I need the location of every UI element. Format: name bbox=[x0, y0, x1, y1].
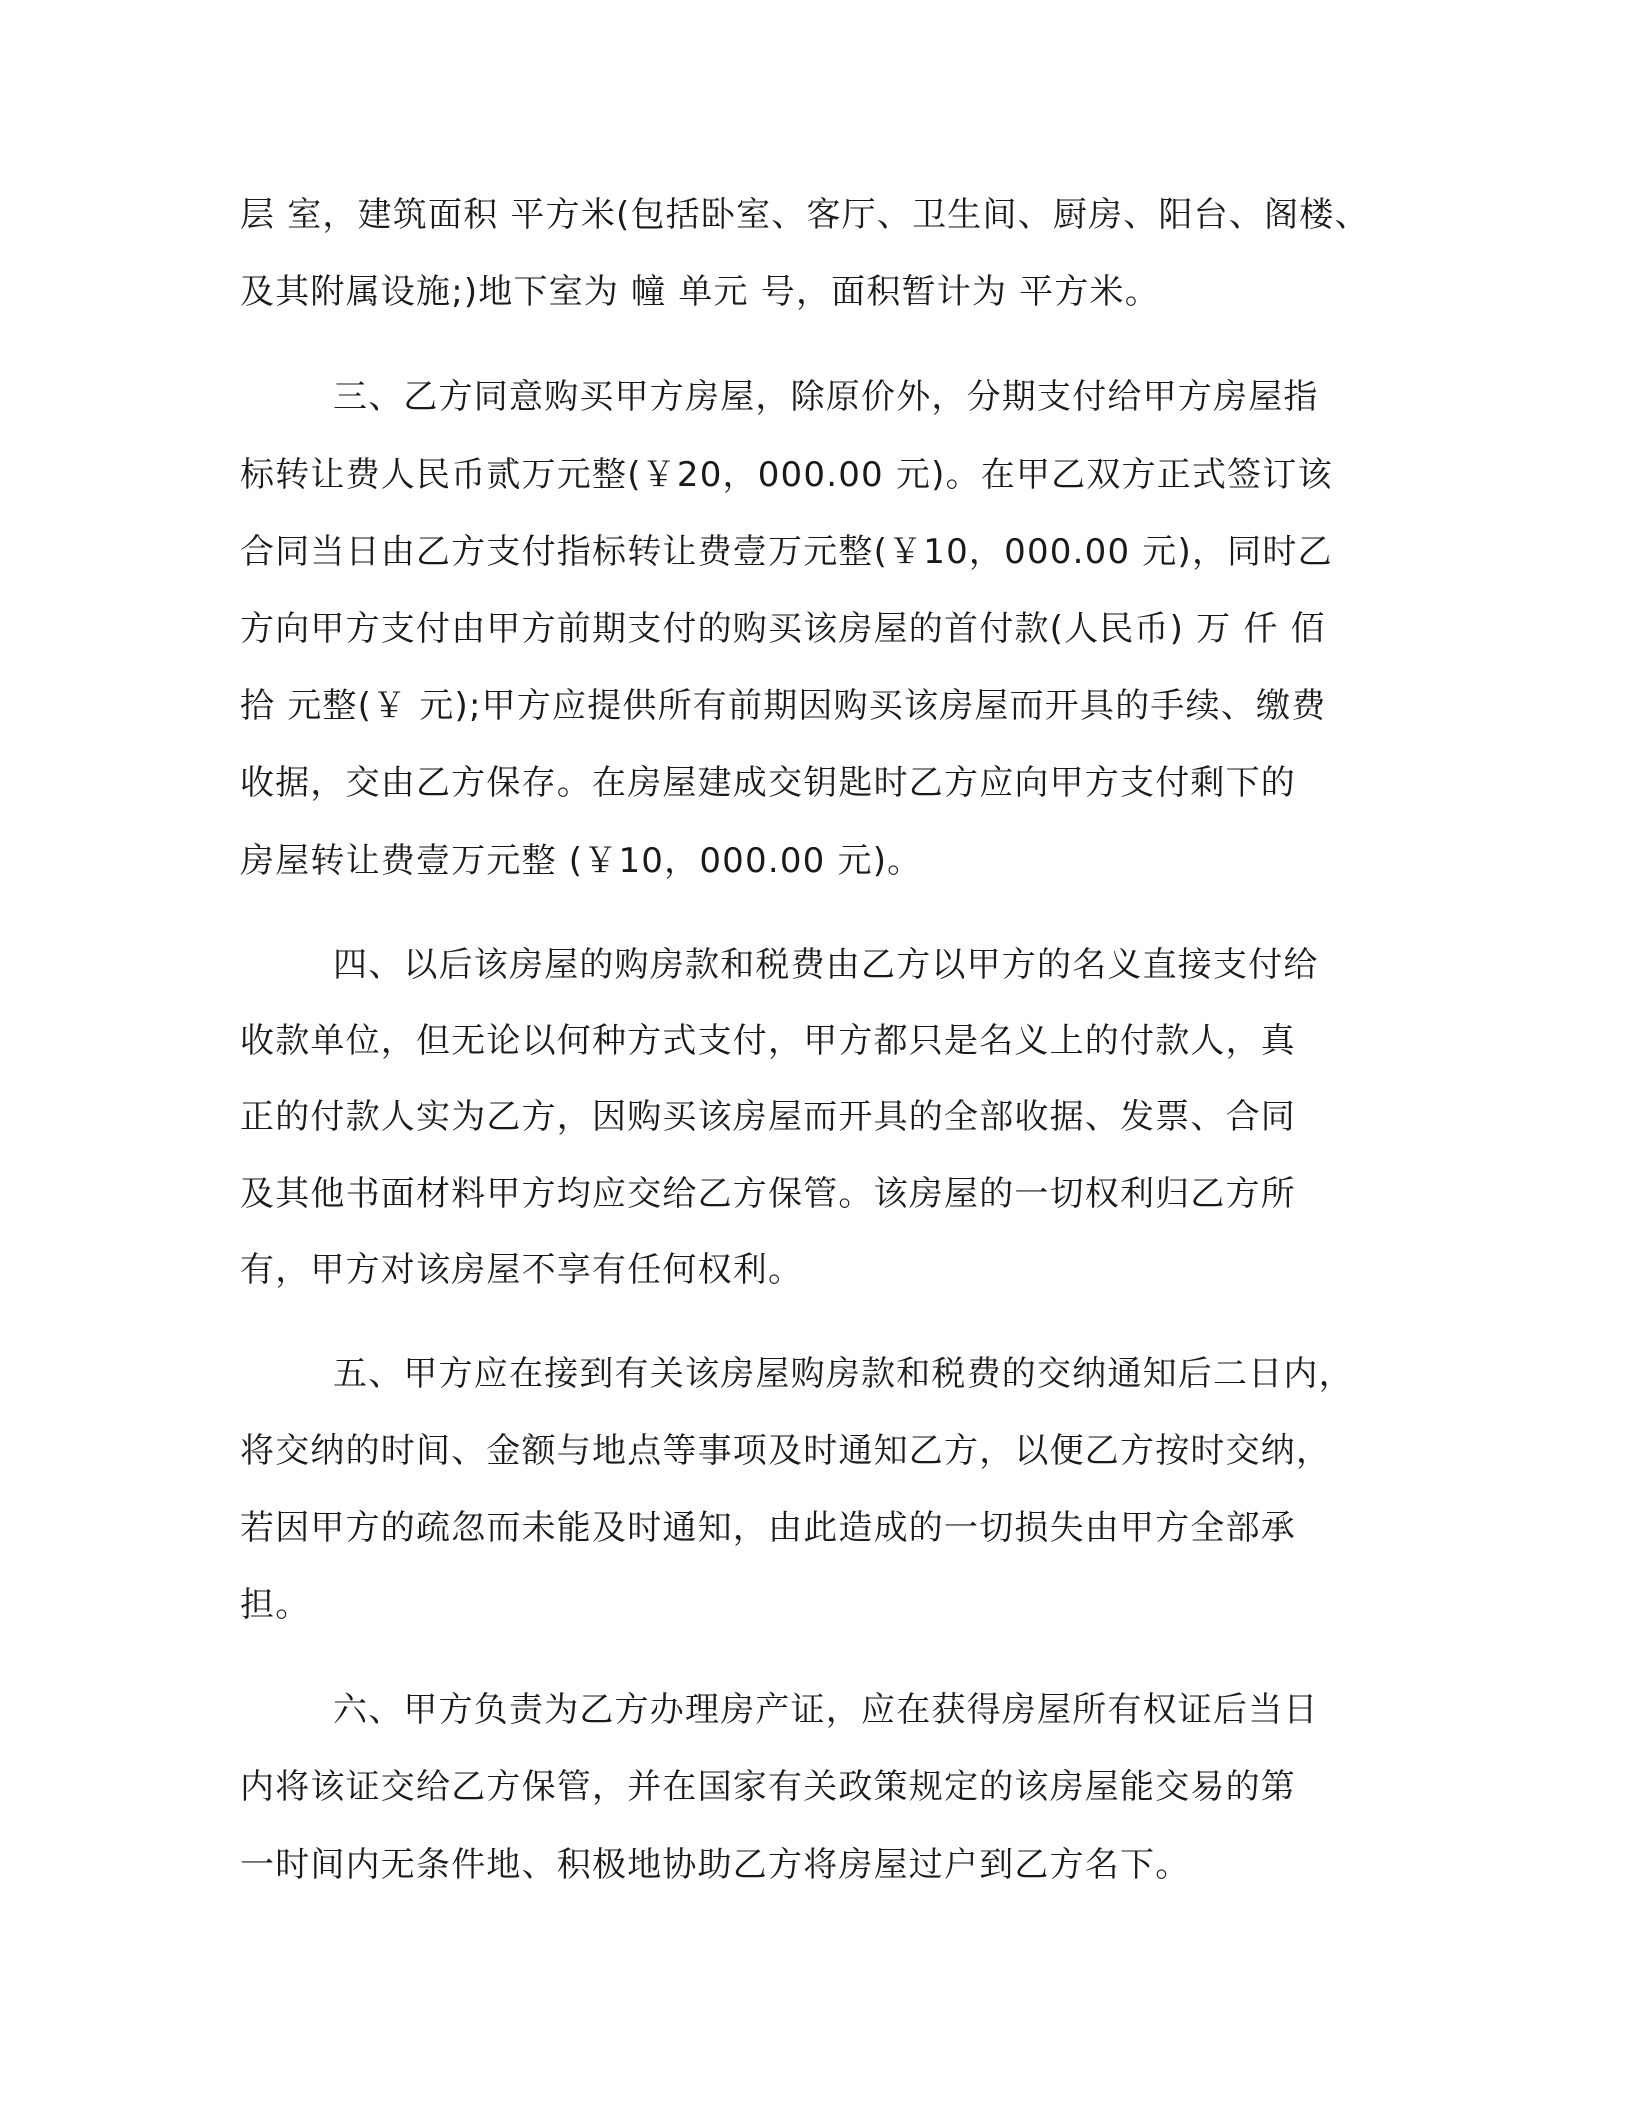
text-line: 正的付款人实为乙方，因购买该房屋而开具的全部收据、发票、合同 bbox=[240, 1097, 1296, 1137]
text-line: 及其他书面材料甲方均应交给乙方保管。该房屋的一切权利归乙方所 bbox=[240, 1174, 1296, 1214]
text-line: 方向甲方支付由甲方前期支付的购买该房屋的首付款(人民币) 万 仟 佰 bbox=[240, 609, 1326, 649]
clause-6-heading-line: 六、甲方负责为乙方办理房产证，应在获得房屋所有权证后当日 bbox=[333, 1690, 1319, 1730]
text-line: 合同当日由乙方支付指标转让费壹万元整(￥10，000.00 元)，同时乙 bbox=[240, 532, 1333, 572]
text-line: 担。 bbox=[240, 1585, 311, 1625]
clause-5-heading-line: 五、甲方应在接到有关该房屋购房款和税费的交纳通知后二日内， bbox=[333, 1354, 1354, 1394]
text-line: 一时间内无条件地、积极地协助乙方将房屋过户到乙方名下。 bbox=[240, 1845, 1191, 1885]
text-line: 有，甲方对该房屋不享有任何权利。 bbox=[240, 1250, 804, 1290]
clause-3-heading-line: 三、乙方同意购买甲方房屋，除原价外，分期支付给甲方房屋指 bbox=[333, 377, 1319, 417]
text-line: 内将该证交给乙方保管，并在国家有关政策规定的该房屋能交易的第 bbox=[240, 1767, 1296, 1807]
clause-4-heading-line: 四、以后该房屋的购房款和税费由乙方以甲方的名义直接支付给 bbox=[333, 945, 1319, 985]
text-line: 若因甲方的疏忽而未能及时通知，由此造成的一切损失由甲方全部承 bbox=[240, 1508, 1296, 1548]
text-line: 将交纳的时间、金额与地点等事项及时通知乙方，以便乙方按时交纳， bbox=[240, 1431, 1332, 1471]
text-line: 房屋转让费壹万元整 (￥10，000.00 元)。 bbox=[240, 841, 923, 881]
text-line: 收据，交由乙方保存。在房屋建成交钥匙时乙方应向甲方支付剩下的 bbox=[240, 763, 1296, 803]
text-line: 层 室，建筑面积 平方米(包括卧室、客厅、卫生间、厨房、阳台、阁楼、 bbox=[240, 195, 1370, 235]
text-line: 拾 元整(￥ 元);甲方应提供所有前期因购买该房屋而开具的手续、缴费 bbox=[240, 686, 1327, 726]
text-line: 收款单位，但无论以何种方式支付，甲方都只是名义上的付款人，真 bbox=[240, 1021, 1296, 1061]
text-line: 及其附属设施;)地下室为 幢 单元 号，面积暂计为 平方米。 bbox=[240, 272, 1160, 312]
text-line: 标转让费人民币贰万元整(￥20，000.00 元)。在甲乙双方正式签订该 bbox=[240, 455, 1333, 495]
